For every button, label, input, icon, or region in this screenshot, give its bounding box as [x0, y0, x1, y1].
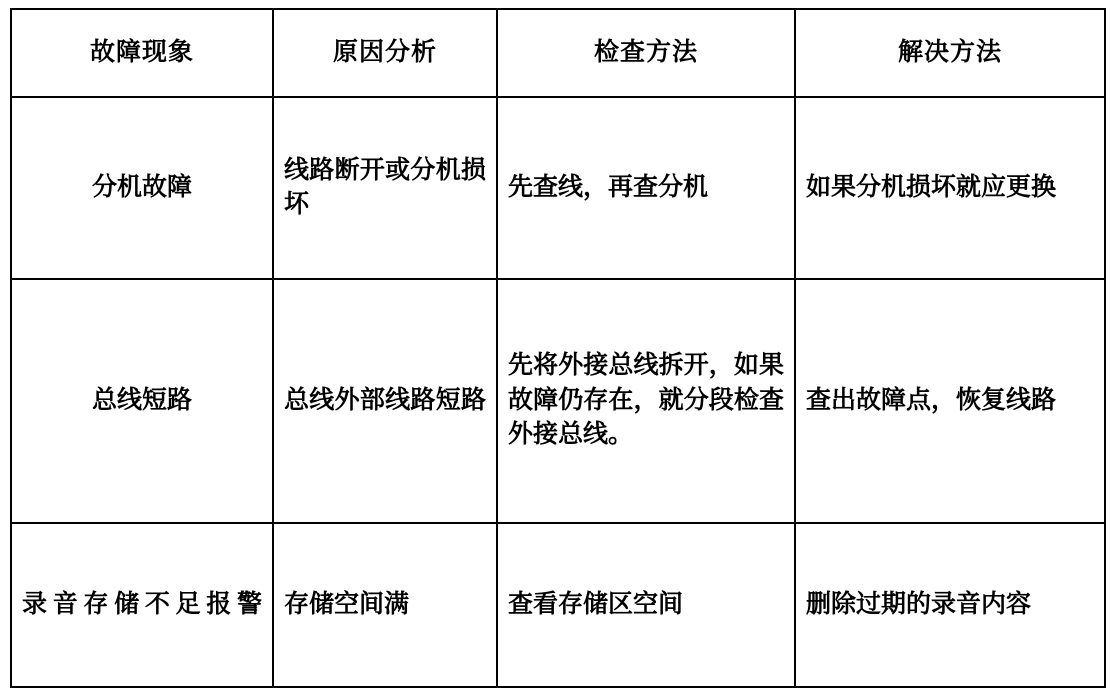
- cell-phenomenon: [11, 279, 273, 523]
- fault-troubleshooting-table: [10, 8, 1106, 688]
- table-body: [11, 97, 1105, 687]
- cell-cause-text: 线路断开或分机损坏: [284, 156, 486, 218]
- cell-check: [497, 279, 795, 523]
- cell-solution: [795, 523, 1105, 687]
- cell-cause-text: 总线外部线路短路: [284, 386, 486, 414]
- cell-solution-text: 如果分机损坏就应更换: [806, 173, 1057, 201]
- cell-solution-text: 查出故障点，恢复线路: [806, 386, 1057, 414]
- cell-phenomenon-text: 分机故障: [91, 173, 192, 201]
- cell-solution: [795, 279, 1105, 523]
- cell-cause: [273, 279, 497, 523]
- cell-phenomenon-text: 总线短路: [91, 386, 192, 414]
- table-row: [11, 523, 1105, 687]
- cell-phenomenon: [11, 523, 273, 687]
- cell-phenomenon-text: 录音存储不足报警: [22, 590, 262, 618]
- cell-check: [497, 523, 795, 687]
- cell-cause-text: 存储空间满: [284, 590, 410, 618]
- table-header-row: [11, 9, 1105, 97]
- cell-check-text: 查看存储区空间: [508, 590, 684, 618]
- column-header-check: 检查方法: [497, 9, 795, 97]
- cell-check: [497, 97, 795, 279]
- column-header-cause: 原因分析: [273, 9, 497, 97]
- cell-cause: [273, 97, 497, 279]
- table-row: [11, 279, 1105, 523]
- cell-check-text: 先将外接总线拆开，如果故障仍存在，就分段检查外接总线。: [508, 352, 784, 449]
- cell-solution: [795, 97, 1105, 279]
- cell-solution-text: 删除过期的录音内容: [806, 590, 1032, 618]
- cell-check-text: 先查线，再查分机: [508, 173, 709, 201]
- cell-phenomenon: [11, 97, 273, 279]
- column-header-solution: 解决方法: [795, 9, 1105, 97]
- column-header-phenomenon: 故障现象: [11, 9, 273, 97]
- cell-cause: [273, 523, 497, 687]
- table-row: [11, 97, 1105, 279]
- table-header: [11, 9, 1105, 97]
